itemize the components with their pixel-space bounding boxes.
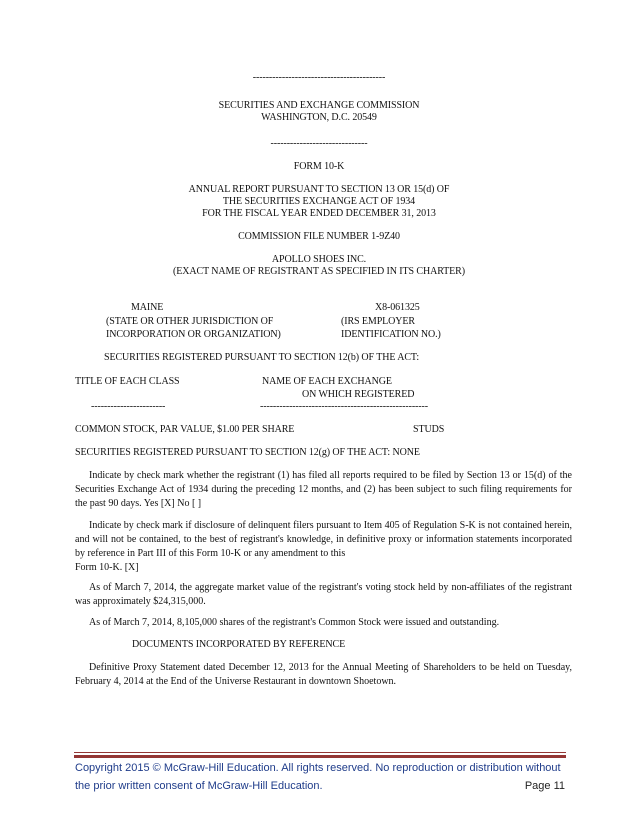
state-label-line-1: (STATE OR OTHER JURISDICTION OF (106, 316, 274, 327)
commission-file-number: COMMISSION FILE NUMBER 1-9Z40 (238, 231, 400, 242)
column-dashes-title: ----------------------- (91, 401, 166, 412)
company-name-note: (EXACT NAME OF REGISTRANT AS SPECIFIED IN ITS CHARTER) (173, 266, 465, 277)
paragraph-market-value: As of March 7, 2014, the aggregate market value of the registrant's voting stock held by non-affiliates of the registrant was approximately $24,315,000. (75, 582, 572, 607)
paragraph-filing-status: Indicate by check mark whether the registrant (1) has filed all reports required to be filed by Section 13 or 15(d) of the Securities Exchange Act of 1934 during the preceding 12 months, and (2) has been subject to such filing requirements for the past 90 days. Yes [X] No [ ] (75, 470, 572, 509)
footer-rule-thick (74, 755, 566, 758)
paragraph-proxy-statement: Definitive Proxy Statement dated December 12, 2013 for the Annual Meeting of Shareholders to be held on Tuesday, February 4, 2014 at the End of the Universe Restaurant in downtown Shoetown. (75, 662, 572, 687)
state-label-line-2: INCORPORATION OR ORGANIZATION) (106, 329, 281, 340)
form-title: FORM 10-K (293, 161, 345, 172)
footer-copyright-line-2 (75, 778, 565, 794)
paragraph-delinquent-filers: Indicate by check mark if disclosure of delinquent filers pursuant to Item 405 of Regulation S-K is not contained herein, and will not be contained, to the best of registrant's knowledge, in definitive proxy or information statements incorporated by reference in Part III of this Form 10-K or any amendment to this (75, 520, 572, 559)
state-value: MAINE (131, 302, 164, 313)
commission-city: WASHINGTON, D.C. 20549 (261, 112, 377, 123)
report-line-2: THE SECURITIES EXCHANGE ACT OF 1934 (222, 196, 416, 207)
security-exchange: STUDS (413, 424, 445, 435)
footer-rule-thin (74, 752, 566, 753)
company-name: APOLLO SHOES INC. (271, 254, 367, 265)
security-class: COMMON STOCK, PAR VALUE, $1.00 PER SHARE (75, 424, 295, 435)
separator-dashes-top: ----------------------------------------- (252, 72, 386, 83)
section-12g-line: SECURITIES REGISTERED PURSUANT TO SECTION 12(g) OF THE ACT: NONE (75, 447, 420, 458)
irs-number: X8-061325 (375, 302, 420, 313)
report-line-1: ANNUAL REPORT PURSUANT TO SECTION 13 OR 15(d) OF (188, 184, 450, 195)
column-header-exchange-line-2: ON WHICH REGISTERED (302, 389, 415, 400)
documents-heading: DOCUMENTS INCORPORATED BY REFERENCE (132, 639, 346, 650)
column-dashes-exchange: ---------------------------------------------------- (260, 401, 428, 412)
separator-dashes-mid: ------------------------------ (270, 138, 368, 149)
section-12b-heading: SECURITIES REGISTERED PURSUANT TO SECTION 12(b) OF THE ACT: (104, 352, 420, 363)
footer-copyright-line-1: Copyright 2015 © McGraw-Hill Education. All rights reserved. No reproduction or distribution without (75, 762, 561, 774)
column-header-exchange: NAME OF EACH EXCHANGE (262, 376, 392, 387)
paragraph-delinquent-filers-end: Form 10-K. [X] (75, 562, 139, 573)
commission-name: SECURITIES AND EXCHANGE COMMISSION (218, 100, 420, 111)
column-header-title: TITLE OF EACH CLASS (75, 376, 180, 387)
irs-label-line-1: (IRS EMPLOYER (341, 316, 415, 327)
report-line-3: FOR THE FISCAL YEAR ENDED DECEMBER 31, 2013 (202, 208, 436, 219)
irs-label-line-2: IDENTIFICATION NO.) (341, 329, 441, 340)
footer-consent-text: the prior written consent of McGraw-Hill Education. (75, 780, 323, 792)
page-number: Page 11 (524, 780, 565, 792)
paragraph-shares-outstanding: As of March 7, 2014, 8,105,000 shares of the registrant's Common Stock were issued and outstanding. (89, 617, 500, 628)
